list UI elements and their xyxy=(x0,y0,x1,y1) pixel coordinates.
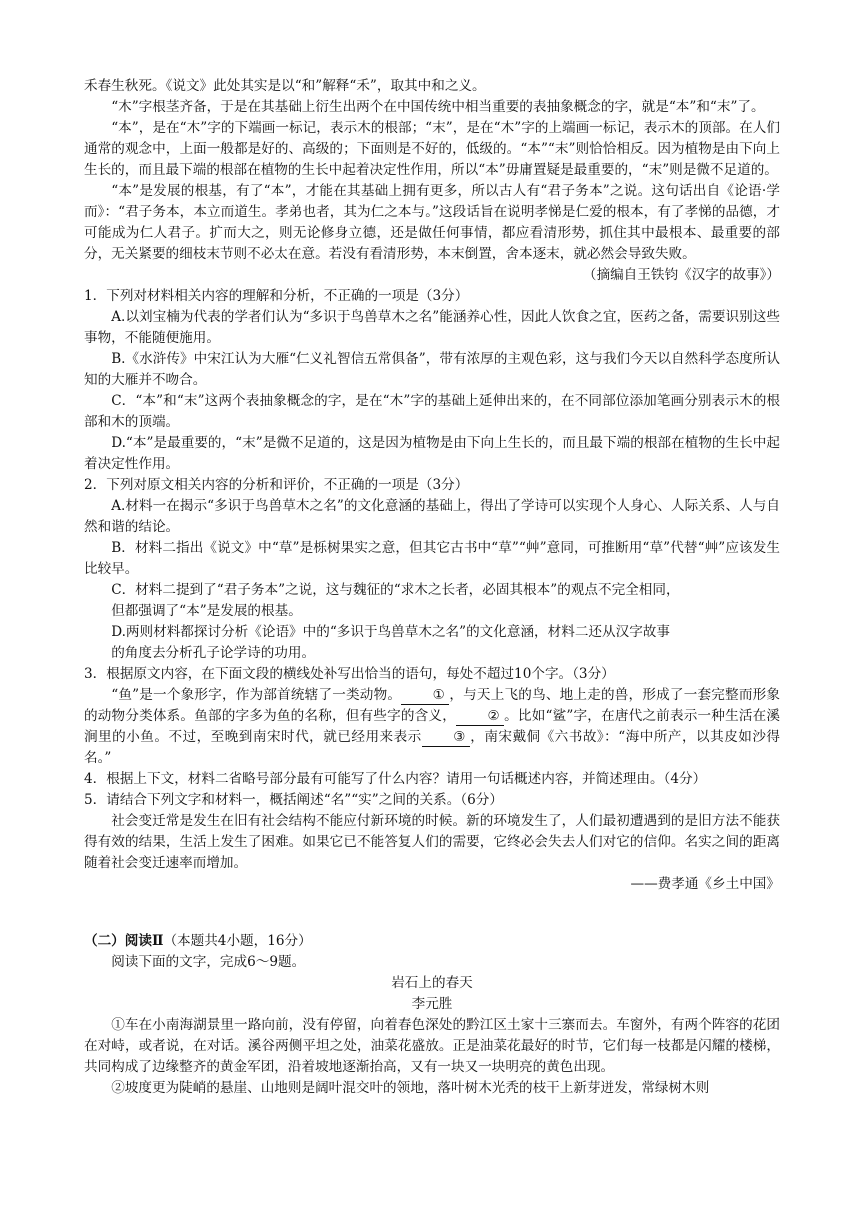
q3-text-2: ，与天上飞的鸟、地上走的兽，形成了一套完整而形象的动物分类体系。鱼部的字多为鱼的名称，但有些字的含义， xyxy=(84,687,781,724)
question-2: 2．下列对原文相关内容的分析和评价，不正确的一项是（3分） xyxy=(84,477,469,493)
section-2-instructions: 阅读下面的文字，完成6～9题。 xyxy=(111,954,306,970)
question-2-option-d-line2: 的角度去分析孔子论学诗的功用。 xyxy=(111,645,316,661)
article-paragraph: ②坡度更为陡峭的悬崖、山地则是阔叶混交叶的领地，落叶树木光秃的枝干上新芽迸发，常绿树木则 xyxy=(111,1080,710,1096)
blank-2: ② xyxy=(456,708,504,726)
section-2-heading xyxy=(84,931,780,952)
question-2-option-a: A.材料一在揭示“多识于鸟兽草木之名”的文化意涵的基础上，得出了学诗可以实现个人身心、人际关系、人与自然和谐的结论。 xyxy=(84,498,780,535)
passage-paragraph: 禾春生秋死。《说文》此处其实是以“和”解释“禾”，取其中和之义。 xyxy=(84,78,486,94)
question-1-option-b: B.《水浒传》中宋江认为大雁“仁义礼智信五常俱备”，带有浓厚的主观色彩，这与我们今天以自然科学态度所认知的大雁并不吻合。 xyxy=(84,351,780,388)
document-page xyxy=(84,76,780,1099)
q3-text-3: 。比如“鲨”字，在唐代之前表示一种生活在溪涧里的小鱼。不过，至晚到南宋时代，就已经用来表示 xyxy=(84,708,780,745)
question-2-option-c-line1: C．材料二提到了“君子务本”之说，这与魏征的“求木之长者，必固其根本”的观点不完全相同， xyxy=(111,582,680,598)
question-5-quote: 社会变迁常是发生在旧有社会结构不能应付新环境的时候。新的环境发生了，人们最初遭遇到的是旧方法不能获得有效的结果，生活上发生了困难。如果它已不能答复人们的需要，它终必会失去人们对它的信仰。名实之间的距离随着社会变迁速率而增加。 xyxy=(84,813,780,871)
question-2-option-d-line1: D.两则材料都探讨分析《论语》中的“多识于鸟兽草木之名”的文化意涵，材料二还从汉字故事 xyxy=(111,624,670,640)
passage-paragraph: “木”字根茎齐备，于是在其基础上衍生出两个在中国传统中相当重要的表抽象概念的字，就是“本”和“末”了。 xyxy=(111,99,765,115)
question-1-option-c: C．“本”和“末”这两个表抽象概念的字，是在“木”字的基础上延伸出来的，在不同部位添加笔画分别表示木的根部和木的顶端。 xyxy=(84,393,780,430)
article-title: 岩石上的春天 xyxy=(391,975,473,991)
section-2-heading-rest: （本题共4小题，16分） xyxy=(163,933,312,949)
q3-text-4: ，南宋戴侗《六书故》：“海中所产，以其皮如沙得名。” xyxy=(84,729,781,766)
question-2-option-b: B．材料二指出《说文》中“草”是栎树果实之意，但其它古书中“草”“艸”意同，可推断用“草”代替“艸”应该发生比较早。 xyxy=(84,540,780,577)
question-5: 5．请结合下列文字和材料一，概括阐述“名”“实”之间的关系。（6分） xyxy=(84,792,503,808)
question-1-option-a: A.以刘宝楠为代表的学者们认为“多识于鸟兽草木之名”能涵养心性，因此人饮食之宜，医药之备，需要识别这些事物，不能随便施用。 xyxy=(84,309,780,346)
passage-source: （摘编自王铁钧《汉字的故事》） xyxy=(582,267,780,283)
question-3-passage xyxy=(84,685,780,769)
blank-3: ③ xyxy=(422,729,470,747)
article-author: 李元胜 xyxy=(411,996,453,1012)
section-gap xyxy=(84,895,780,931)
q3-text-1: “鱼”是一个象形字，作为部首统辖了一类动物。 xyxy=(111,687,402,703)
section-2-heading-bold: （二）阅读Ⅱ xyxy=(84,933,164,949)
question-4: 4．根据上下文，材料二省略号部分最有可能写了什么内容？请用一句话概述内容，并简述理由。（4分） xyxy=(84,771,707,787)
question-1-option-d: D.“本”是最重要的，“末”是微不足道的，这是因为植物是由下向上生长的，而且最下端的根部在植物的生长中起着决定性作用。 xyxy=(84,435,780,472)
passage-paragraph: “本”，是在“木”字的下端画一标记，表示木的根部；“末”，是在“木”字的上端画一标记，表示木的顶部。在人们通常的观念中，上面一般都是好的、高级的；下面则是不好的，低级的。“本”“末”则恰恰相反。因为植物是由下向上生长的，而且最下端的根部在植物的生长中起着决定性作用，所以“本”毋庸置疑是最重要的，“末”则是微不足道的。 xyxy=(84,120,780,178)
passage-paragraph: “本”是发展的根基，有了“本”，才能在其基础上拥有更多，所以古人有“君子务本”之说。这句话出自《论语·学而》：“君子务本，本立而道生。孝弟也者，其为仁之本与。”这段话旨在说明孝悌是仁爱的根本，有了孝悌的品德，才可能成为仁人君子。扩而大之，则无论修身立德，还是做任何事情，都应看清形势，抓住其中最根本、最重要的部分，无关紧要的细枝末节则不必太在意。若没有看清形势，本末倒置，舍本逐末，就必然会导致失败。 xyxy=(84,183,780,262)
question-3: 3．根据原文内容，在下面文段的横线处补写出恰当的语句，每处不超过10个字。（3分） xyxy=(84,666,615,682)
question-1: 1．下列对材料相关内容的理解和分析，不正确的一项是（3分） xyxy=(84,288,469,304)
question-2-option-c-line2: 但都强调了“本”是发展的根基。 xyxy=(111,603,302,619)
article-paragraph: ①车在小南海湖景里一路向前，没有停留，向着春色深处的黔江区土家十三寨而去。车窗外，有两个阵容的花团在对峙，或者说，在对话。溪谷两侧平坦之处，油菜花盛放。正是油菜花最好的时节，它们每一枝都是闪耀的楼梯，共同构成了边缘整齐的黄金军团，沿着坡地逐渐抬高，又有一块又一块明亮的黄色出现。 xyxy=(84,1017,780,1075)
blank-1: ① xyxy=(401,687,449,705)
question-5-source: ——费孝通《乡土中国》 xyxy=(630,876,780,892)
